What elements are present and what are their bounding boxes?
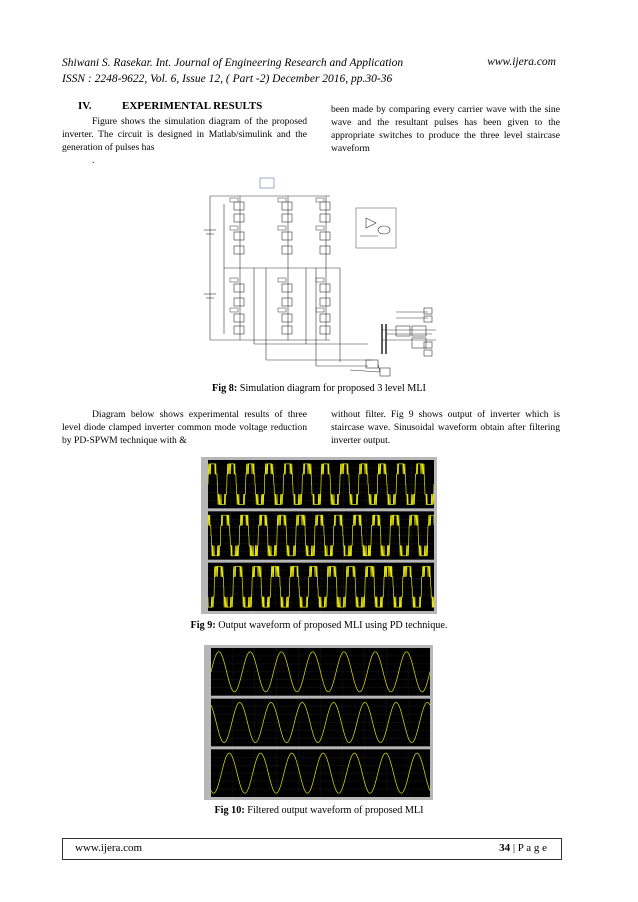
running-header <box>62 56 403 87</box>
page-label: | P a g e <box>512 842 547 854</box>
sine-panel-3 <box>211 749 430 797</box>
section-heading <box>62 100 307 113</box>
section-title: EXPERIMENTAL RESULTS <box>122 100 263 112</box>
fig8-caption-text: Simulation diagram for proposed 3 level MLI <box>239 383 426 394</box>
scope-block <box>380 368 390 376</box>
paragraph-2-right: without filter. Fig 9 shows output of inverter which is staircase wave. Sinusoidal waveform obtain after filtering inverter output. <box>331 409 560 447</box>
sine-panel-2 <box>211 699 430 747</box>
paragraph-2-left: Diagram below shows experimental results of three level diode clamped inverter common mode voltage reduction by PD-SPWM technique with & <box>62 409 307 447</box>
staircase-output-scope <box>201 457 437 614</box>
paragraph-1-right: been made by comparing every carrier wave with the sine wave and the resultant pulses has been given to the appropriate switches to produce the three level staircase waveform <box>331 104 560 155</box>
staircase-panel-3 <box>208 563 434 611</box>
fig10-caption <box>0 805 638 816</box>
powergui-block <box>260 178 274 188</box>
footer-website: www.ijera.com <box>75 842 143 854</box>
paragraph-1-left: Figure shows the simulation diagram of the proposed inverter. The circuit is designed in Matlab/simulink and the generation of pulses has <box>62 116 307 154</box>
simulation-diagram <box>200 174 440 380</box>
header-website: www.ijera.com <box>487 56 556 68</box>
right-column-top <box>331 103 560 155</box>
fig8-label: Fig 8: <box>212 383 238 394</box>
three-phase-load <box>382 308 436 356</box>
staircase-panel-1 <box>208 460 434 508</box>
header-issn-line: ISSN : 2248-9622, Vol. 6, Issue 12, ( Part -2) December 2016, pp.30-36 <box>62 72 393 85</box>
fig10-caption-text: Filtered output waveform of proposed MLI <box>247 805 424 816</box>
right-column-middle <box>331 408 560 447</box>
left-column-top <box>62 100 307 167</box>
staircase-panel-2 <box>208 511 434 559</box>
left-column-middle <box>62 408 307 447</box>
footer-page <box>499 842 547 854</box>
page-footer <box>62 838 562 860</box>
fig8-caption <box>0 383 638 394</box>
page-number: 34 <box>499 842 511 854</box>
pwm-subsystem <box>356 208 396 248</box>
fig9-label: Fig 9: <box>190 620 216 631</box>
paragraph-1-left-tail: . <box>92 155 95 167</box>
header-journal-line: Shiwani S. Rasekar. Int. Journal of Engineering Research and Application <box>62 57 404 69</box>
sine-panel-1 <box>211 648 430 696</box>
fig9-caption-text: Output waveform of proposed MLI using PD technique. <box>218 620 448 631</box>
fig10-label: Fig 10: <box>214 805 245 816</box>
filtered-output-scope <box>204 645 433 800</box>
fig9-caption <box>0 620 638 631</box>
section-number: IV. <box>78 100 92 112</box>
